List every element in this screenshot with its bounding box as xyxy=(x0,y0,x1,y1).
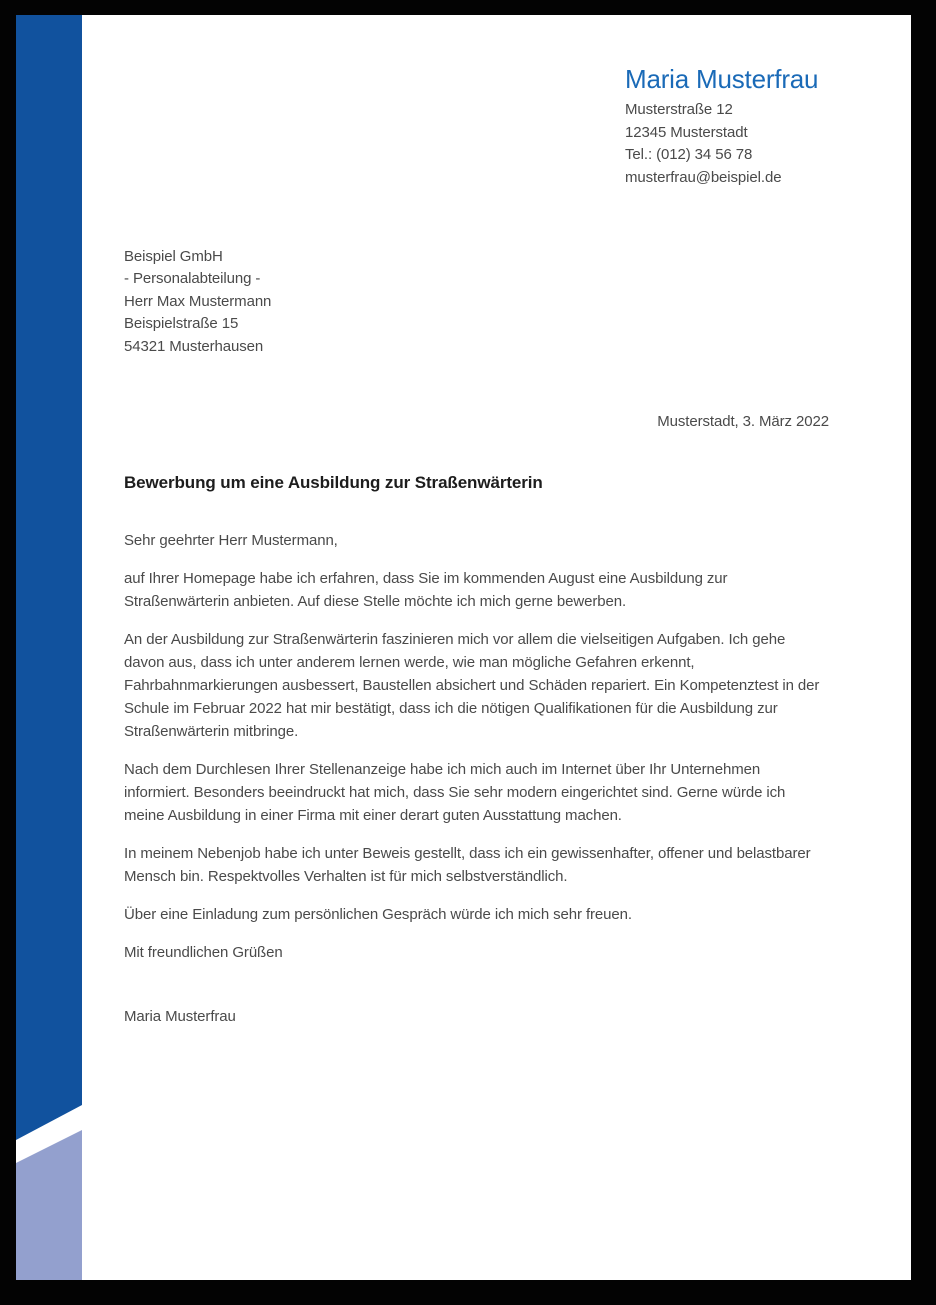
sender-phone-line: Tel.: (012) 34 56 78 xyxy=(625,146,753,164)
date-line: Musterstadt, 3. März 2022 xyxy=(657,413,829,430)
subject-line: Bewerbung um eine Ausbildung zur Straßenwärterin xyxy=(124,473,543,492)
sender-address xyxy=(625,99,875,189)
closing-line: Mit freundlichen Grüßen xyxy=(124,944,283,961)
recipient-line: 54321 Musterhausen xyxy=(124,337,264,355)
body-paragraph: Nach dem Durchlesen Ihrer Stellenanzeige habe ich mich auch im Internet über Ihr Unternehmen informiert. Besonders beeindruckt hat mich, dass Sie sehr modern eingerichtet sind. Gerne würde ich meine Ausbildung in einer Firma mit einer derart guten Ausstattung machen. xyxy=(124,761,786,824)
side-stripe xyxy=(16,15,82,1280)
recipient-line: Herr Max Mustermann xyxy=(124,292,272,310)
letter-page xyxy=(16,15,911,1280)
letter-body xyxy=(124,529,829,1028)
salutation: Sehr geehrter Herr Mustermann, xyxy=(124,532,338,549)
sender-block xyxy=(625,63,875,189)
body-paragraph: An der Ausbildung zur Straßenwärterin faszinieren mich vor allem die vielseitigen Aufgaben. Ich gehe davon aus, dass ich unter anderem lernen werde, wie man mögliche Gefahren erkennt, Fahrbahnmarkierungen ausbessert, Baustellen absichert und Schäden repariert. Ein Kompetenztest in der Schule im Februar 2022 hat mir bestätigt, dass ich die nötigen Qualifikationen für die Ausbildung zur Straßenwärterin mitbringe. xyxy=(124,631,820,740)
recipient-line: Beispiel GmbH xyxy=(124,248,223,265)
sender-email-line: musterfrau@beispiel.de xyxy=(625,168,782,186)
sender-name: Maria Musterfrau xyxy=(625,64,819,94)
body-paragraph: Über eine Einladung zum persönlichen Gespräch würde ich mich sehr freuen. xyxy=(124,906,632,923)
recipient-block xyxy=(124,246,271,358)
recipient-line: Beispielstraße 15 xyxy=(124,315,239,333)
body-paragraph: In meinem Nebenjob habe ich unter Beweis gestellt, dass ich ein gewissenhafter, offener und belastbarer Mensch bin. Respektvolles Verhalten ist für mich selbstverständlich. xyxy=(124,845,811,885)
side-stripe-dark-segment xyxy=(16,15,82,1280)
sender-address-line: 12345 Musterstadt xyxy=(625,123,748,141)
signature-name: Maria Musterfrau xyxy=(124,1008,236,1025)
body-paragraph: auf Ihrer Homepage habe ich erfahren, dass Sie im kommenden August eine Ausbildung zur Straßenwärterin anbieten. Auf diese Stelle möchte ich mich gerne bewerben. xyxy=(124,570,728,610)
recipient-line: - Personalabteilung - xyxy=(124,270,261,288)
sender-address-line: Musterstraße 12 xyxy=(625,101,733,118)
